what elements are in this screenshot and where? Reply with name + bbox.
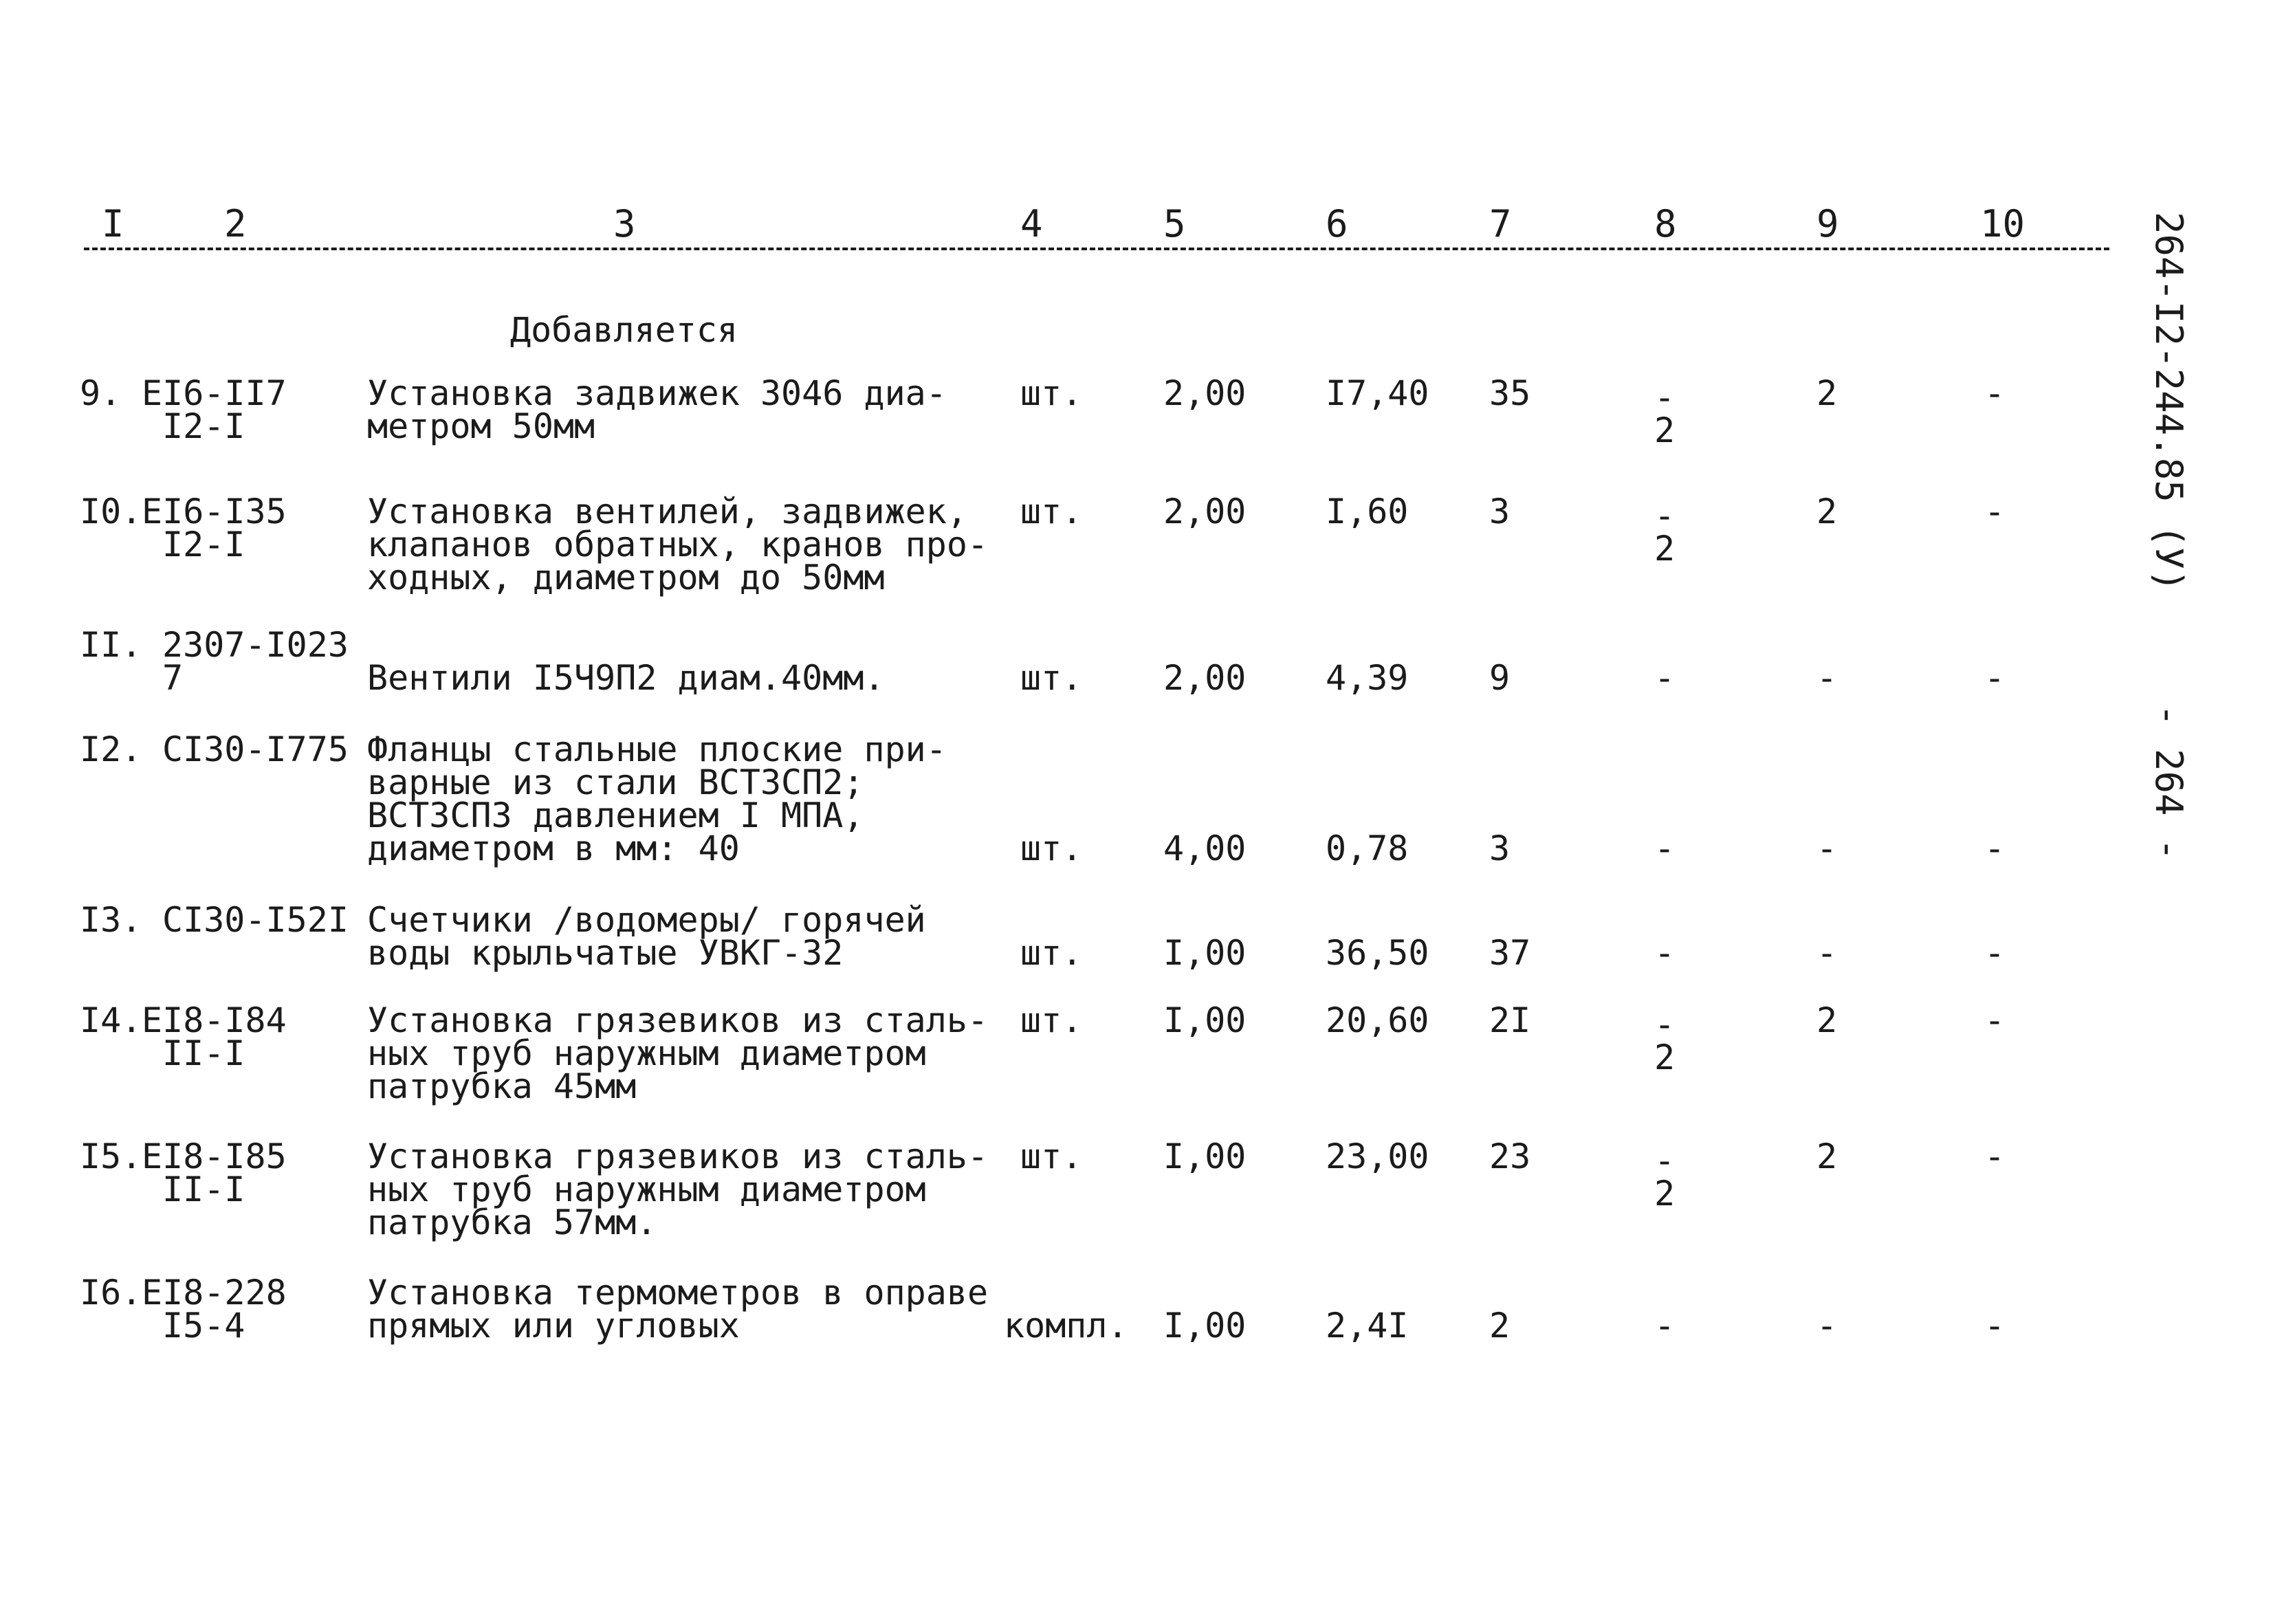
rate-code-line: II-I (162, 1170, 245, 1209)
column-header-1: I (102, 202, 124, 245)
col9-cell: 2 (1816, 1137, 1838, 1176)
document-code-label: 264-I2-244.85 (У) (2147, 212, 2190, 592)
col10-cell: - (1984, 492, 2006, 531)
quantity-cell: 4,00 (1163, 829, 1247, 868)
col9-cell: - (1816, 933, 1838, 973)
quantity-cell: I,00 (1163, 1137, 1247, 1176)
price-cell: 0,78 (1326, 829, 1409, 868)
description-line: патрубка 57мм. (367, 1203, 657, 1242)
column-header-2: 2 (224, 202, 247, 245)
price-cell: 36,50 (1326, 933, 1429, 973)
fraction-numerator: - (1654, 1005, 1676, 1044)
description-line: Счетчики /водомеры/ горячей (367, 900, 926, 940)
col9-cell: - (1816, 1306, 1838, 1346)
description-line: ходных, диаметром до 50мм (367, 558, 885, 597)
description-line: Установка термометров в оправе (367, 1273, 989, 1313)
fraction-numerator: - (1654, 496, 1676, 536)
col10-cell: - (1984, 658, 2006, 698)
unit-cell: шт. (1020, 492, 1083, 531)
header-dashed-rule (84, 248, 2109, 250)
col8-cell: - (1654, 933, 1676, 973)
price-cell: 23,00 (1326, 1137, 1429, 1176)
total-cell: 3 (1489, 829, 1511, 868)
column-header-5: 5 (1163, 202, 1186, 245)
fraction-cell (1654, 377, 1695, 450)
col10-cell: - (1984, 1000, 2006, 1040)
price-cell: I7,40 (1326, 373, 1429, 413)
unit-cell: шт. (1020, 658, 1083, 698)
fraction-denominator: 2 (1654, 1174, 1676, 1214)
col10-cell: - (1984, 1137, 2006, 1176)
col9-cell: - (1816, 658, 1838, 698)
rate-code-line: 7 (162, 658, 184, 698)
description-line: Установка грязевиков из сталь- (367, 1000, 989, 1040)
col9-cell: 2 (1816, 373, 1838, 413)
quantity-cell: 2,00 (1163, 658, 1247, 698)
column-header-6: 6 (1326, 202, 1348, 245)
row-number: II. (80, 625, 142, 665)
fraction-cell (1654, 496, 1695, 569)
column-header-9: 9 (1816, 202, 1839, 245)
row-number: I5. (80, 1137, 142, 1176)
price-cell: 20,60 (1326, 1000, 1429, 1040)
description-line: воды крыльчатые УВКГ-32 (367, 933, 844, 973)
unit-cell: шт. (1020, 933, 1083, 973)
col9-cell: 2 (1816, 492, 1838, 531)
row-number: I2. (80, 729, 142, 769)
section-title: Добавляется (510, 310, 738, 350)
rate-code-line: EI6-II7 (142, 373, 287, 413)
description-line: метром 50мм (367, 406, 595, 446)
total-cell: 35 (1489, 373, 1531, 413)
column-header-4: 4 (1020, 202, 1043, 245)
rate-code-line: EI8-I85 (142, 1137, 287, 1176)
rate-code-line: II-I (162, 1033, 245, 1073)
total-cell: 37 (1489, 933, 1531, 973)
total-cell: 3 (1489, 492, 1511, 531)
price-cell: I,60 (1326, 492, 1409, 531)
unit-cell: шт. (1020, 373, 1083, 413)
rate-code-line: EI8-I84 (142, 1000, 287, 1040)
page-number-label: - 264 - (2147, 704, 2190, 861)
column-header-3: 3 (613, 202, 636, 245)
description-line: прямых или угловых (367, 1306, 740, 1346)
unit-cell: шт. (1020, 1000, 1083, 1040)
description-line: варные из стали ВСТ3СП2; (367, 762, 864, 802)
quantity-cell: 2,00 (1163, 492, 1247, 531)
row-number: I3. (80, 900, 142, 940)
description-line: Установка задвижек 3046 диа- (367, 373, 947, 413)
fraction-denominator: 2 (1654, 1038, 1676, 1077)
fraction-numerator: - (1654, 1141, 1676, 1181)
row-number: I0. (80, 492, 142, 531)
description-line: ных труб наружным диаметром (367, 1170, 926, 1209)
rate-code-line: 2307-I023 (162, 625, 349, 665)
rate-code-line: EI8-228 (142, 1273, 287, 1313)
description-line: Вентили I5Ч9П2 диам.40мм. (367, 658, 885, 698)
description-line: ВСТ3СП3 давлением I МПА, (367, 795, 864, 835)
row-number: I6. (80, 1273, 142, 1313)
price-cell: 4,39 (1326, 658, 1409, 698)
description-line: диаметром в мм: 40 (367, 829, 740, 868)
col10-cell: - (1984, 373, 2006, 413)
total-cell: 9 (1489, 658, 1511, 698)
total-cell: 2I (1489, 1000, 1531, 1040)
description-line: Фланцы стальные плоские при- (367, 729, 947, 769)
quantity-cell: I,00 (1163, 933, 1247, 973)
fraction-numerator: - (1654, 377, 1676, 417)
rate-code-line: CI30-I775 (162, 729, 349, 769)
quantity-cell: I,00 (1163, 1000, 1247, 1040)
col10-cell: - (1984, 1306, 2006, 1346)
fraction-denominator: 2 (1654, 410, 1676, 450)
col10-cell: - (1984, 829, 2006, 868)
fraction-cell (1654, 1005, 1695, 1077)
description-line: Установка вентилей, задвижек, (367, 492, 967, 531)
col8-cell: - (1654, 658, 1676, 698)
description-line: клапанов обратных, кранов про- (367, 525, 989, 564)
fraction-denominator: 2 (1654, 529, 1676, 569)
col9-cell: - (1816, 829, 1838, 868)
rate-code-line: EI6-I35 (142, 492, 287, 531)
row-number: 9. (80, 373, 122, 413)
unit-cell: шт. (1020, 829, 1083, 868)
quantity-cell: 2,00 (1163, 373, 1247, 413)
description-line: ных труб наружным диаметром (367, 1033, 926, 1073)
total-cell: 23 (1489, 1137, 1531, 1176)
col8-cell: - (1654, 1306, 1676, 1346)
price-cell: 2,4I (1326, 1306, 1409, 1346)
col10-cell: - (1984, 933, 2006, 973)
rate-code-line: CI30-I52I (162, 900, 349, 940)
unit-cell: шт. (1020, 1137, 1083, 1176)
column-header-10: 10 (1980, 202, 2025, 245)
fraction-cell (1654, 1141, 1695, 1214)
total-cell: 2 (1489, 1306, 1511, 1346)
row-number: I4. (80, 1000, 142, 1040)
description-line: Установка грязевиков из сталь- (367, 1137, 989, 1176)
rate-code-line: I5-4 (162, 1306, 245, 1346)
description-line: патрубка 45мм (367, 1066, 637, 1106)
rate-code-line: I2-I (162, 525, 245, 564)
rate-code-line: I2-I (162, 406, 245, 446)
column-header-8: 8 (1654, 202, 1677, 245)
unit-cell: компл. (1004, 1306, 1128, 1346)
col8-cell: - (1654, 829, 1676, 868)
col9-cell: 2 (1816, 1000, 1838, 1040)
quantity-cell: I,00 (1163, 1306, 1247, 1346)
column-header-7: 7 (1489, 202, 1512, 245)
